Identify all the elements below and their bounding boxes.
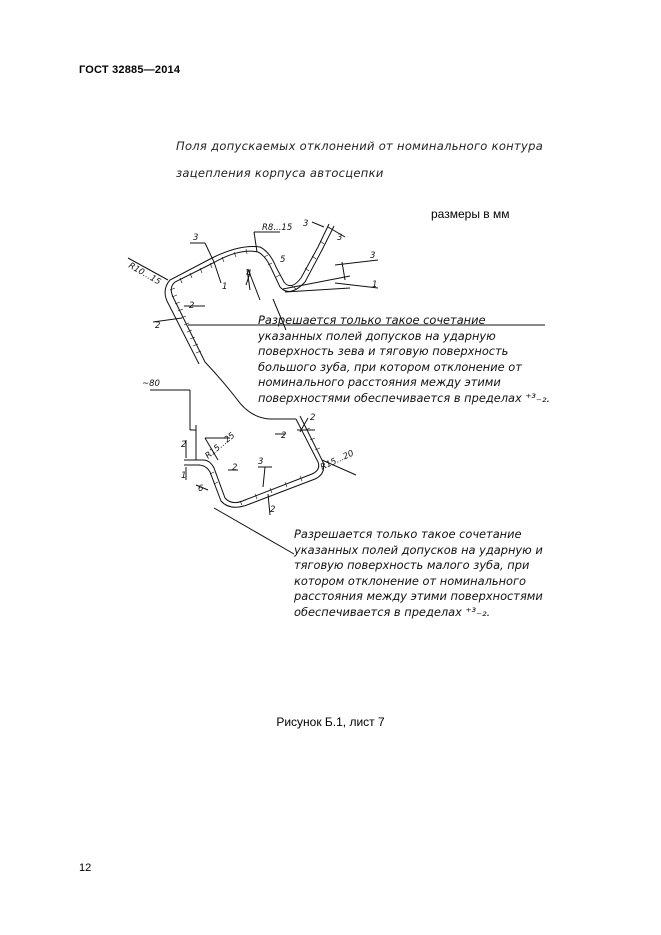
figure-title-line-1: Поля допускаемых отклонений от номинального контура <box>176 139 544 153</box>
dim-2f: 2 <box>232 463 238 473</box>
document-code: ГОСТ 32885—2014 <box>79 64 181 76</box>
dim-r-lower-left: R15...25 <box>203 430 238 462</box>
dim-approx: ~80 <box>142 379 160 389</box>
dim-4: 4 <box>246 269 252 279</box>
dim-3d: 3 <box>370 251 376 261</box>
dim-1c: 1 <box>181 471 187 481</box>
dim-2b: 2 <box>155 321 161 331</box>
dim-2d: 2 <box>310 413 316 423</box>
dim-3e: 3 <box>258 457 264 467</box>
dim-r-top-mid: R8...15 <box>262 223 293 233</box>
dim-2e: 2 <box>281 431 287 441</box>
figure-caption: Рисунок Б.1, лист 7 <box>276 715 385 729</box>
dim-6: 6 <box>198 484 204 494</box>
dim-1a: 1 <box>222 282 228 292</box>
dim-3b: 3 <box>303 219 309 229</box>
tolerance-note-lower: Разрешается только такое сочетание указанных полей допусков на ударную и тяговую поверхность малого зуба, при котором отклонение от номинального расстояния между этими поверхностями обеспечивается в пределах ⁺³₋₂. <box>294 527 543 619</box>
dim-3a: 3 <box>193 233 199 243</box>
tolerance-note-upper: Разрешается только такое сочетание указанных полей допусков на ударную поверхность зева и тяговую поверхность большого зуба, при котором отклонение от номинального расстояния между этими поверхностями обеспечивается в пределах ⁺³₋₂. <box>258 313 551 405</box>
figure-title-line-2: зацепления корпуса автосцепки <box>176 166 384 180</box>
dim-r-top-left: R10...15 <box>126 260 163 288</box>
dim-r-lower-right: R15...20 <box>319 448 356 473</box>
dim-1b: 1 <box>372 280 378 290</box>
dim-2g: 2 <box>270 505 276 515</box>
dim-5: 5 <box>280 255 286 265</box>
dim-2c: 2 <box>181 440 187 450</box>
page-number: 12 <box>79 862 92 874</box>
dim-2a: 2 <box>189 301 195 311</box>
units-note: размеры в мм <box>431 207 510 221</box>
dim-3c: 3 <box>337 233 343 243</box>
